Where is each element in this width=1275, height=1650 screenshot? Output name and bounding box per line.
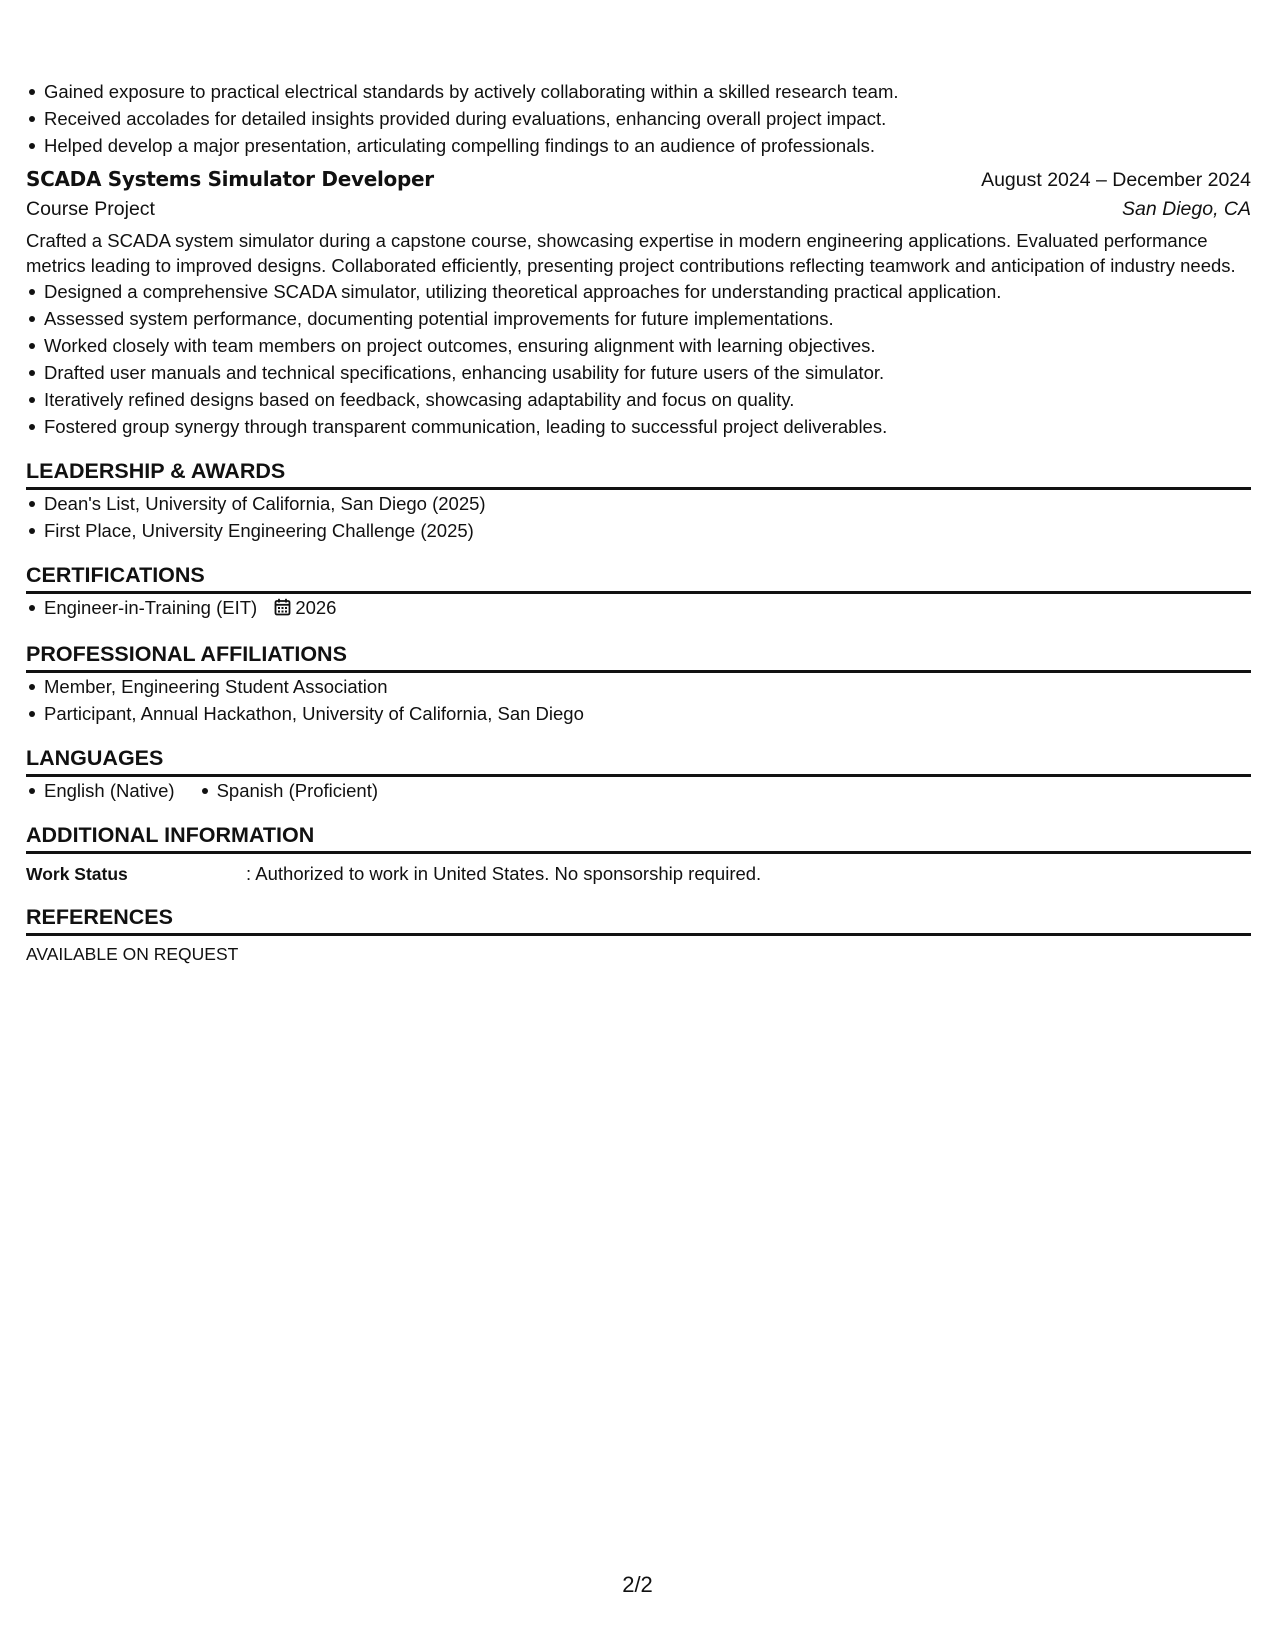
list-item — [44, 594, 1251, 623]
list-item: Participant, Annual Hackathon, University of California, San Diego — [44, 700, 1251, 727]
section-title: REFERENCES — [26, 904, 1251, 936]
list-item: First Place, University Engineering Challenge (2025) — [44, 517, 1251, 544]
references-text: AVAILABLE ON REQUEST — [26, 944, 239, 964]
list-item: Assessed system performance, documenting potential improvements for future implementations. — [44, 305, 1251, 332]
list-item: Designed a comprehensive SCADA simulator, utilizing theoretical approaches for understanding practical application. — [44, 278, 1251, 305]
job-header — [26, 167, 1251, 192]
languages-list — [26, 777, 1251, 804]
affiliations-section — [26, 641, 1251, 727]
list-item: Fostered group synergy through transparent communication, leading to successful project deliverables. — [44, 413, 1251, 440]
resume-page — [26, 78, 1251, 965]
experience-entry — [26, 167, 1251, 440]
section-title: LEADERSHIP & AWARDS — [26, 458, 1251, 490]
job-dates: August 2024 – December 2024 — [981, 169, 1251, 191]
additional-info-section — [26, 822, 1251, 886]
job-location: San Diego, CA — [1122, 198, 1251, 220]
section-title: CERTIFICATIONS — [26, 562, 1251, 594]
list-item: Gained exposure to practical electrical standards by actively collaborating within a skilled research team. — [44, 78, 1251, 105]
info-row — [26, 862, 1251, 886]
list-item: Worked closely with team members on project outcomes, ensuring alignment with learning objectives. — [44, 332, 1251, 359]
certification-year: 2026 — [295, 597, 337, 618]
info-value: : Authorized to work in United States. No sponsorship required. — [246, 863, 762, 884]
calendar-icon — [274, 596, 291, 623]
list-item: English (Native) — [44, 777, 175, 804]
certifications-section — [26, 562, 1251, 623]
certification-name: Engineer-in-Training (EIT) — [44, 597, 258, 618]
section-title: ADDITIONAL INFORMATION — [26, 822, 1251, 854]
leadership-section — [26, 458, 1251, 544]
job-subtitle: Course Project — [26, 198, 155, 220]
list-item: Dean's List, University of California, San Diego (2025) — [44, 490, 1251, 517]
list-item: Helped develop a major presentation, articulating compelling findings to an audience of professionals. — [44, 132, 1251, 159]
list-item: Member, Engineering Student Association — [44, 673, 1251, 700]
section-title: PROFESSIONAL AFFILIATIONS — [26, 641, 1251, 673]
job-bullets — [26, 278, 1251, 440]
leadership-list — [26, 490, 1251, 544]
section-title: LANGUAGES — [26, 745, 1251, 777]
list-item: Drafted user manuals and technical specifications, enhancing usability for future users of the simulator. — [44, 359, 1251, 386]
previous-job-bullets — [26, 78, 1251, 159]
affiliations-list — [26, 673, 1251, 727]
job-title: SCADA Systems Simulator Developer — [26, 167, 434, 191]
job-description: Crafted a SCADA system simulator during a capstone course, showcasing expertise in modern engineering applications. Evaluated performance metrics leading to improved designs. Collaborated efficiently, presenting project contributions reflecting teamwork and anticipation of industry needs. — [26, 230, 1236, 276]
job-subheader — [26, 198, 1251, 221]
list-item: Spanish (Proficient) — [217, 777, 378, 804]
certifications-list — [26, 594, 1251, 623]
info-label: Work Status — [26, 864, 128, 884]
list-item: Received accolades for detailed insights provided during evaluations, enhancing overall project impact. — [44, 105, 1251, 132]
languages-section — [26, 745, 1251, 804]
page-number: 2/2 — [622, 1572, 653, 1597]
references-section — [26, 904, 1251, 965]
list-item: Iteratively refined designs based on feedback, showcasing adaptability and focus on quality. — [44, 386, 1251, 413]
